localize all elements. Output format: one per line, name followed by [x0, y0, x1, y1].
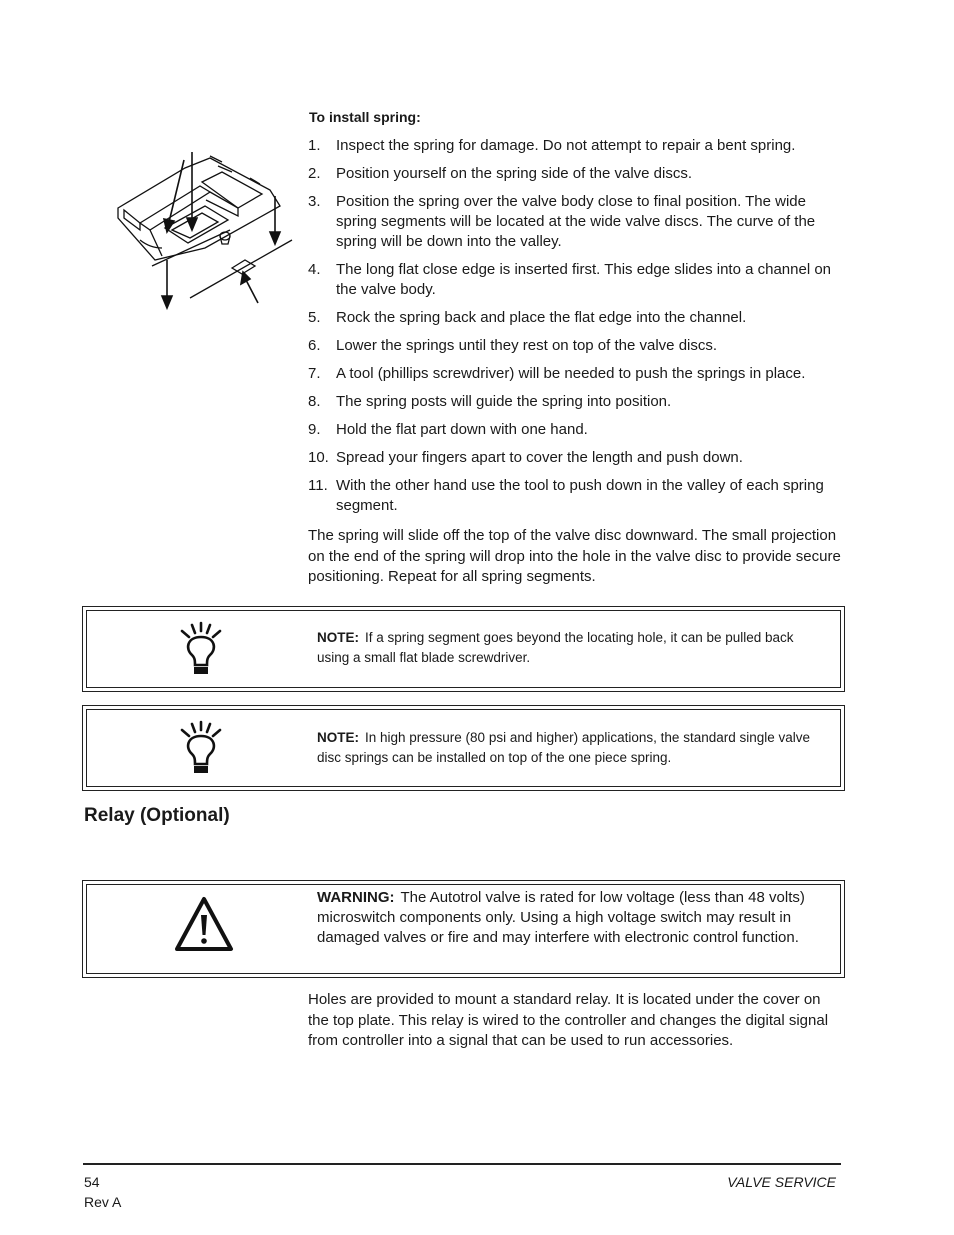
note-box	[82, 705, 845, 791]
note-box	[82, 606, 845, 692]
footer-divider	[83, 1163, 841, 1165]
list-item: 2. Position yourself on the spring side of the valve discs.	[308, 165, 693, 182]
list-item: 1. Inspect the spring for damage. Do not attempt to repair a bent spring.	[308, 137, 796, 154]
warning-body: The Autotrol valve is rated for low voltage (less than 48 volts) microswitch components only. Using a high voltage switch may result in damaged valves or fire and may interfere with electronic control function.	[317, 889, 805, 946]
list-item: 4. The long flat close edge is inserted first. This edge slides into a channel on the valve body.	[308, 261, 832, 298]
install-spring-heading: To install spring:	[309, 109, 421, 125]
lightbulb-icon	[179, 720, 223, 776]
list-item: 7. A tool (phillips screwdriver) will be needed to push the springs in place.	[308, 365, 806, 382]
warning-label: WARNING:	[317, 889, 395, 906]
note-label: NOTE:	[317, 730, 359, 745]
section-name: VALVE SERVICE	[727, 1174, 836, 1190]
revision-label: Rev A	[84, 1194, 122, 1210]
list-item: 3. Position the spring over the valve body close to final position. The wide spring segments will be located at the wide valve discs. The curve of the spring will be down into the valley.	[308, 193, 816, 250]
list-item: 6. Lower the springs until they rest on top of the valve discs.	[308, 337, 718, 354]
note-body: If a spring segment goes beyond the locating hole, it can be pulled back using a small flat blade screwdriver.	[317, 630, 794, 665]
section-title-relay: Relay (Optional)	[84, 805, 230, 826]
install-closing-paragraph: The spring will slide off the top of the valve disc downward. The small projection on the end of the spring will drop into the hole in the valve disc to provide secure positioning. Repeat for all spring segments.	[308, 527, 841, 585]
warning-box	[82, 880, 845, 978]
list-item: 10. Spread your fingers apart to cover the length and push down.	[308, 449, 743, 466]
note-label: NOTE:	[317, 630, 359, 645]
spring-installation-illustration	[110, 148, 300, 313]
warning-triangle-icon	[174, 895, 234, 953]
page-number: 54	[84, 1174, 100, 1190]
note-body: In high pressure (80 psi and higher) applications, the standard single valve disc springs can be installed on top of the one piece spring.	[317, 730, 811, 765]
install-steps-list	[308, 136, 848, 524]
relay-paragraph: Holes are provided to mount a standard relay. It is located under the cover on the top plate. This relay is wired to the controller and changes the digital signal from controller into a signal that can be used to run accessories.	[308, 991, 829, 1049]
lightbulb-icon	[179, 621, 223, 677]
list-item: 5. Rock the spring back and place the flat edge into the channel.	[308, 309, 747, 326]
list-item: 9. Hold the flat part down with one hand.	[308, 421, 588, 438]
list-item: 11. With the other hand use the tool to push down in the valley of each spring segment.	[308, 477, 824, 514]
list-item: 8. The spring posts will guide the spring into position.	[308, 393, 672, 410]
